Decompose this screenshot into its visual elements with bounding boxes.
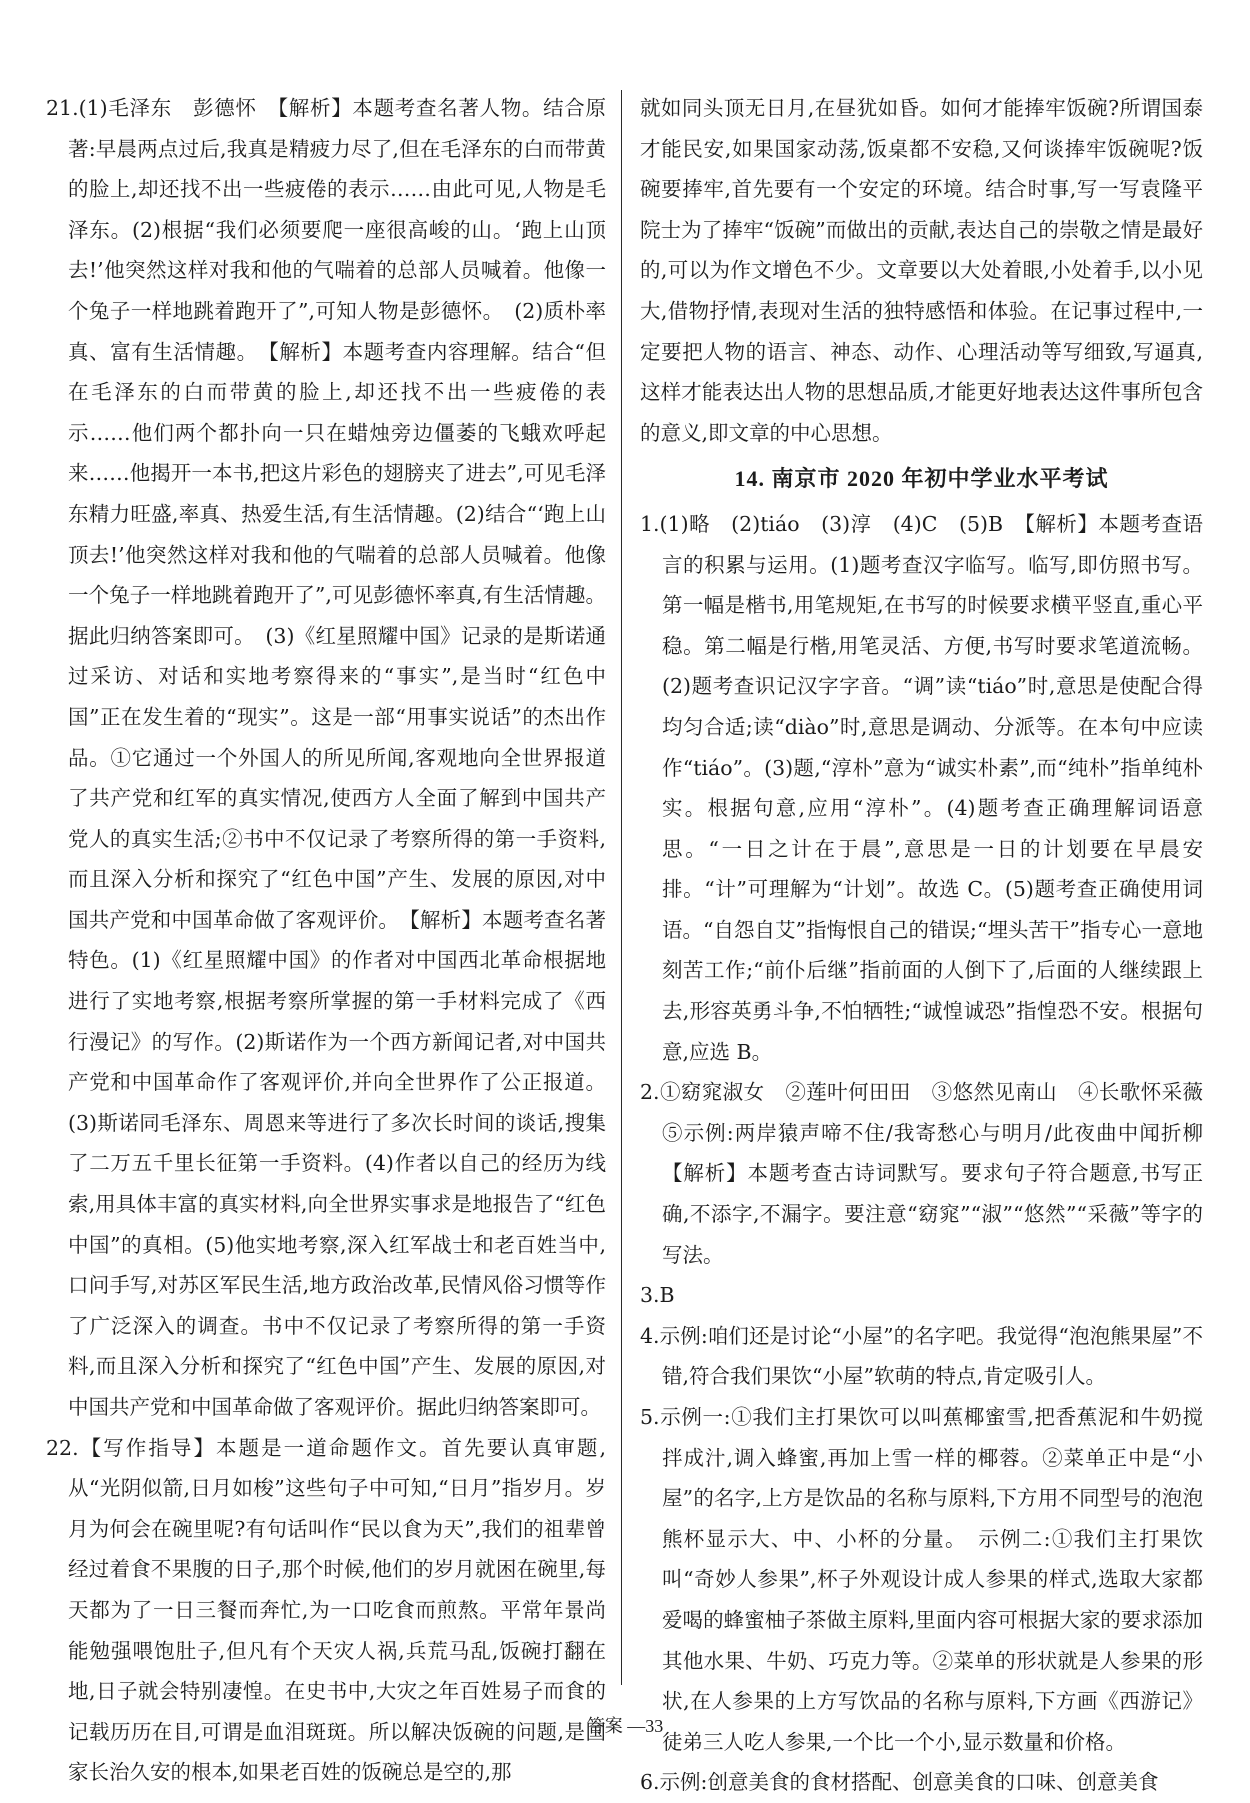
answer-22-continued: 就如同头顶无日月,在昼犹如昏。如何才能捧牢饭碗?所谓国泰才能民安,如果国家动荡,饭桌都不安稳,又何谈捧牢饭碗呢?饭碗要捧牢,首先要有一个安定的环境。结合时事,写一写袁隆平院士为了捧牢“饭碗”而做出的贡献,表达自己的崇敬之情是最好的,可以为作文增色不少。文章要以大处着眼,小处着手,以小见大,借物抒情,表现对生活的独特感悟和体验。在记事过程中,一定要把人物的语言、神态、动作、心理活动等写细致,写逼真,这样才能表达出人物的思想品质,才能更好地表达这件事所包含的意义,即文章的中心思想。 (640, 96, 1203, 445)
left-column (46, 88, 606, 1793)
answer-6: 6.示例:创意美食的食材搭配、创意美食的口味、创意美食 (640, 1770, 1159, 1795)
section-title: 14. 南京市 2020 年初中学业水平考试 (734, 466, 1109, 492)
answer-4: 4.示例:咱们还是讨论“小屋”的名字吧。我觉得“泡泡熊果屋”不错,符合我们果饮“小屋”软萌的特点,肯定吸引人。 (640, 1323, 1203, 1389)
answer-5: 5.示例一:①我们主打果饮可以叫蕉椰蜜雪,把香蕉泥和牛奶搅拌成汁,调入蜂蜜,再加上雪一样的椰蓉。②菜单正中是“小屋”的名字,上方是饮品的名称与原料,下方用不同型号的泡泡熊杯显示大、中、小杯的分量。 示例二:①我们主打果饮叫“奇妙人参果”,杯子外观设计成人参果的样式,选取大家都爱喝的蜂蜜柚子茶做主原料,里面内容可根据大家的要求添加其他水果、牛奶、巧克力等。②菜单的形状就是人参果的形状,在人参果的上方写饮品的名称与原料,下方画《西游记》徒弟三人吃人参果,一个比一个小,显示数量和价格。 (640, 1405, 1203, 1754)
answer-3: 3.B (640, 1283, 675, 1308)
column-divider (621, 90, 622, 1685)
answer-1: 1.(1)略 (2)tiáo (3)淳 (4)C (5)B 【解析】本题考查语言的积累与运用。(1)题考查汉字临写。临写,即仿照书写。第一幅是楷书,用笔规矩,在书写的时候要求横平竖直,重心平稳。第二幅是行楷,用笔灵活、方便,书写时要求笔道流畅。(2)题考查识记汉字字音。“调”读“tiáo”时,意思是使配合得均匀合适;读“diào”时,意思是调动、分派等。在本句中应读作“tiáo”。(3)题,“淳朴”意为“诚实朴素”,而“纯朴”指单纯朴实。根据句意,应用“淳朴”。(4)题考查正确理解词语意思。“一日之计在于晨”,意思是一日的计划要在早晨安排。“计”可理解为“计划”。故选 C。(5)题考查正确使用词语。“自怨自艾”指悔恨自己的错误;“埋头苦干”指专心一意地刻苦工作;“前仆后继”指前面的人倒下了,后面的人继续跟上去,形容英勇斗争,不怕牺牲;“诚惶诚恐”指惶恐不安。根据句意,应选 B。 (640, 511, 1203, 1064)
answer-21: 21.(1)毛泽东 彭德怀 【解析】本题考查名著人物。结合原著:早晨两点过后,我真是精疲力尽了,但在毛泽东的白而带黄的脸上,却还找不出一些疲倦的表示……由此可见,人物是毛泽东。(2)根据“我们必须要爬一座很高峻的山。‘跑上山顶去!’他突然这样对我和他的气喘着的总部人员喊着。他像一个兔子一样地跳着跑开了”,可知人物是彭德怀。 (2)质朴率真、富有生活情趣。 【解析】本题考查内容理解。结合“但在毛泽东的白而带黄的脸上,却还找不出一些疲倦的表示……他们两个都扑向一只在蜡烛旁边僵萎的飞蛾欢呼起来……他揭开一本书,把这片彩色的翅膀夹了进去”,可见毛泽东精力旺盛,率真、热爱生活,有生活情趣。(2)结合“‘跑上山顶去!’他突然这样对我和他的气喘着的总部人员喊着。他像一个兔子一样地跳着跑开了”,可见彭德怀率真,有生活情趣。据此归纳答案即可。 (3)《红星照耀中国》记录的是斯诺通过采访、对话和实地考察得来的“事实”,是当时“红色中国”正在发生着的“现实”。这是一部“用事实说话”的杰出作品。①它通过一个外国人的所见所闻,客观地向全世界报道了共产党和红军的真实情况,使西方人全面了解到中国共产党人的真实生活;②书中不仅记录了考察所得的第一手资料,而且深入分析和探究了“红色中国”产生、发展的原因,对中国共产党和中国革命做了客观评价。 【解析】本题考查名著特色。(1)《红星照耀中国》的作者对中国西北革命根据地进行了实地考察,根据考察所掌握的第一手材料完成了《西行漫记》的写作。(2)斯诺作为一个西方新闻记者,对中国共产党和中国革命作了客观评价,并向全世界作了公正报道。(3)斯诺同毛泽东、周恩来等进行了多次长时间的谈话,搜集了二万五千里长征第一手资料。(4)作者以自己的经历为线索,用具体丰富的真实材料,向全世界实事求是地报告了“红色中国”的真相。(5)他实地考察,深入红军战士和老百姓当中,口问手写,对苏区军民生活,地方政治改革,民情风俗习惯等作了广泛深入的调查。书中不仅记录了考察所得的第一手资料,而且深入分析和探究了“红色中国”产生、发展的原因,对中国共产党和中国革命做了客观评价。据此归纳答案即可。 (46, 96, 606, 1419)
right-column (640, 88, 1224, 1803)
page-footer: 答案 —33 (586, 1716, 664, 1736)
answer-2: 2.①窈窕淑女 ②莲叶何田田 ③悠然见南山 ④长歌怀采薇 ⑤示例:两岸猿声啼不住/我寄愁心与明月/此夜曲中闻折柳 【解析】本题考查古诗词默写。要求句子符合题意,书写正确,不添字,不漏字。要注意“窈窕”“淑”“悠然”“采薇”等字的写法。 (640, 1080, 1224, 1267)
answer-22: 22.【写作指导】本题是一道命题作文。首先要认真审题,从“光阴似箭,日月如梭”这些句子中可知,“日月”指岁月。岁月为何会在碗里呢?有句话叫作“民以食为天”,我们的祖辈曾经过着食不果腹的日子,那个时候,他们的岁月就困在碗里,每天都为了一日三餐而奔忙,为一口吃食而煎熬。平常年景尚能勉强喂饱肚子,但凡有个天灾人祸,兵荒马乱,饭碗打翻在地,日子就会特别凄惶。在史书中,大灾之年百姓易子而食的记载历历在目,可谓是血泪斑斑。所以解决饭碗的问题,是国家长治久安的根本,如果老百姓的饭碗总是空的,那 (46, 1435, 606, 1785)
